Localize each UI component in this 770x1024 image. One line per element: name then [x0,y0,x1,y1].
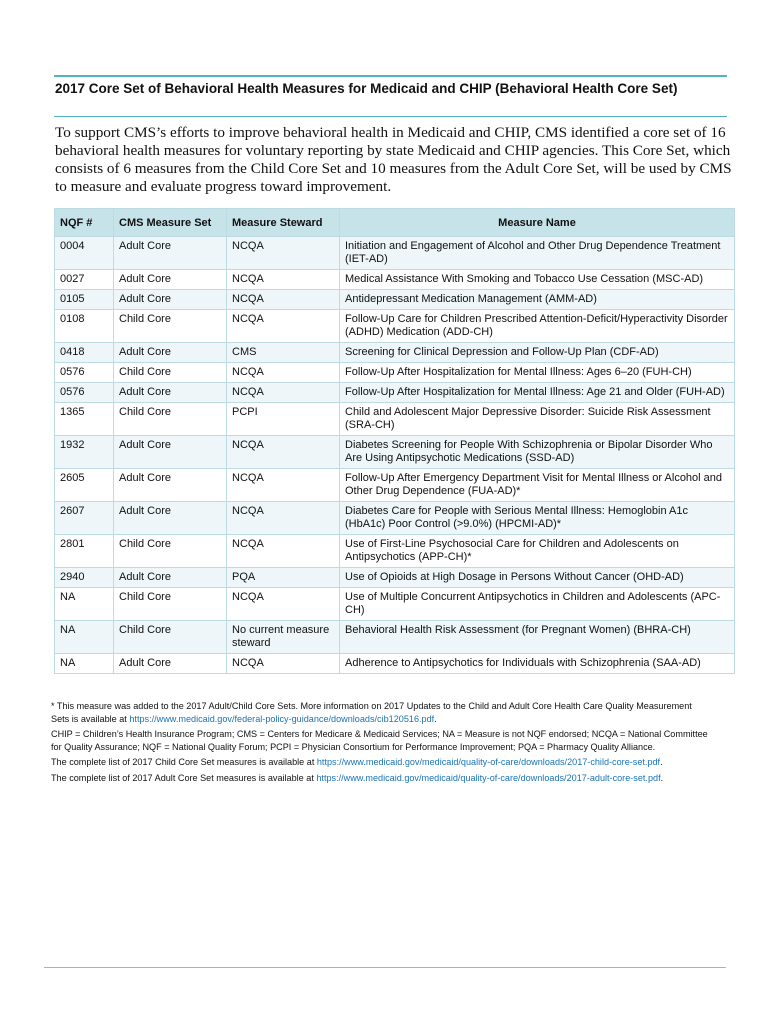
header-nqf: NQF # [55,209,114,237]
cell-measure-name: Follow-Up After Hospitalization for Mental Illness: Age 21 and Older (FUH-AD) [340,383,735,403]
cell-steward: NCQA [227,237,340,270]
cell-measure-name: Follow-Up After Hospitalization for Mental Illness: Ages 6–20 (FUH-CH) [340,363,735,383]
table-row [55,654,735,674]
footnote-adult-text: The complete list of 2017 Adult Core Set measures is available at [51,772,317,783]
bottom-divider [44,967,726,968]
cell-steward: CMS [227,343,340,363]
table-row [55,270,735,290]
cell-measure-name: Initiation and Engagement of Alcohol and Other Drug Dependence Treatment (IET-AD) [340,237,735,270]
cell-nqf: 2605 [55,469,114,502]
cell-nqf: NA [55,588,114,621]
cell-measure-name: Follow-Up Care for Children Prescribed Attention-Deficit/Hyperactivity Disorder (ADHD) Medication (ADD-CH) [340,310,735,343]
table-header-row [55,209,735,237]
cell-steward: NCQA [227,535,340,568]
cell-measure-name: Use of Opioids at High Dosage in Persons Without Cancer (OHD-AD) [340,568,735,588]
cell-measure-name: Screening for Clinical Depression and Follow-Up Plan (CDF-AD) [340,343,735,363]
cell-measure-name: Diabetes Screening for People With Schizophrenia or Bipolar Disorder Who Are Using Antipsychotic Medications (SSD-AD) [340,436,735,469]
table-row [55,363,735,383]
cell-measure-set: Adult Core [114,502,227,535]
table-row [55,290,735,310]
cell-nqf: 1365 [55,403,114,436]
table-row [55,469,735,502]
footnotes [51,700,711,787]
top-divider [54,75,727,77]
cell-measure-name: Antidepressant Medication Management (AMM-AD) [340,290,735,310]
cell-measure-set: Adult Core [114,654,227,674]
table-row [55,383,735,403]
cell-nqf: 0004 [55,237,114,270]
cell-measure-set: Adult Core [114,383,227,403]
cell-measure-set: Child Core [114,363,227,383]
table-row [55,502,735,535]
cell-measure-set: Child Core [114,535,227,568]
header-cms-measure-set: CMS Measure Set [114,209,227,237]
cell-steward: NCQA [227,502,340,535]
cell-measure-name: Use of First-Line Psychosocial Care for Children and Adolescents on Antipsychotics (APP-CH)* [340,535,735,568]
cell-measure-set: Child Core [114,310,227,343]
footnote-star-link[interactable]: https://www.medicaid.gov/federal-policy-guidance/downloads/cib120516.pdf [129,713,435,724]
cell-measure-set: Adult Core [114,568,227,588]
intro-paragraph: To support CMS’s efforts to improve behavioral health in Medicaid and CHIP, CMS identified a core set of 16 behavioral health measures for voluntary reporting by state Medicaid and CHIP agencies. This Core Set, which consists of 6 measures from the Child Core Set and 10 measures from the Adult Core Set, will be used by CMS to measure and evaluate progress toward improvement. [55,124,732,195]
cell-nqf: 2801 [55,535,114,568]
footnote-child-end: . [660,757,663,767]
cell-steward: No current measure steward [227,621,340,654]
cell-nqf: 0108 [55,310,114,343]
cell-measure-name: Medical Assistance With Smoking and Tobacco Use Cessation (MSC-AD) [340,270,735,290]
cell-measure-name: Use of Multiple Concurrent Antipsychotics in Children and Adolescents (APC-CH) [340,588,735,621]
cell-nqf: 2940 [55,568,114,588]
cell-steward: PCPI [227,403,340,436]
header-measure-steward: Measure Steward [227,209,340,237]
cell-nqf: 0576 [55,363,114,383]
cell-nqf: 0105 [55,290,114,310]
cell-measure-set: Child Core [114,588,227,621]
footnote-star-text: * This measure was added to the 2017 Adult/Child Core Sets. More information on 2017 Updates to the Child and Adult Core Health Care Quality Measurement Sets is available at [51,701,692,724]
footnote-child-link[interactable]: https://www.medicaid.gov/medicaid/quality-of-care/downloads/2017-child-core-set.pdf [316,757,661,767]
cell-measure-name: Behavioral Health Risk Assessment (for Pregnant Women) (BHRA-CH) [340,621,735,654]
cell-steward: NCQA [227,469,340,502]
table-row [55,403,735,436]
cell-steward: NCQA [227,654,340,674]
footnote-star-end: . [434,713,437,724]
cell-measure-set: Adult Core [114,469,227,502]
title-divider [54,116,727,117]
cell-measure-set: Child Core [114,621,227,654]
cell-steward: PQA [227,568,340,588]
footnote-adult-list [51,772,711,785]
table-row [55,535,735,568]
footnote-star [51,700,711,725]
cell-nqf: 1932 [55,436,114,469]
cell-steward: NCQA [227,588,340,621]
cell-measure-set: Child Core [114,403,227,436]
footnote-child-list [51,756,711,769]
cell-measure-set: Adult Core [114,290,227,310]
cell-measure-set: Adult Core [114,436,227,469]
cell-measure-name: Adherence to Antipsychotics for Individuals with Schizophrenia (SAA-AD) [340,654,735,674]
table-row [55,237,735,270]
cell-measure-name: Follow-Up After Emergency Department Visit for Mental Illness or Alcohol and Other Drug Dependence (FUA-AD)* [340,469,735,502]
cell-steward: NCQA [227,270,340,290]
table-body [55,237,735,674]
cell-steward: NCQA [227,363,340,383]
cell-steward: NCQA [227,383,340,403]
cell-nqf: 0027 [55,270,114,290]
cell-nqf: 0418 [55,343,114,363]
header-measure-name: Measure Name [340,209,735,237]
cell-nqf: 2607 [55,502,114,535]
table-row [55,588,735,621]
table-row [55,621,735,654]
page-title: 2017 Core Set of Behavioral Health Measures for Medicaid and CHIP (Behavioral Health Core Set) [55,81,678,96]
table-row [55,343,735,363]
cell-nqf: NA [55,621,114,654]
footnote-child-text: The complete list of 2017 Child Core Set measures is available at [51,757,317,767]
table-row [55,436,735,469]
footnote-adult-link[interactable]: https://www.medicaid.gov/medicaid/quality-of-care/downloads/2017-adult-core-set.pdf [316,772,661,783]
cell-measure-name: Diabetes Care for People with Serious Mental Illness: Hemoglobin A1c (HbA1c) Poor Control (>9.0%) (HPCMI-AD)* [340,502,735,535]
cell-steward: NCQA [227,436,340,469]
footnote-adult-end: . [660,772,664,783]
footnote-abbreviations: CHIP = Children’s Health Insurance Program; CMS = Centers for Medicare & Medicaid Services; NA = Measure is not NQF endorsed; NCQA = National Committee for Quality Assurance; NQF = National Quality Forum; PCPI = Physician Consortium for Performance Improvement; PQA = Pharmacy Quality Alliance. [51,729,708,752]
cell-nqf: 0576 [55,383,114,403]
table-row [55,310,735,343]
cell-measure-set: Adult Core [114,270,227,290]
measures-table [54,208,735,674]
table-row [55,568,735,588]
cell-steward: NCQA [227,310,340,343]
cell-measure-set: Adult Core [114,237,227,270]
cell-measure-set: Adult Core [114,343,227,363]
cell-measure-name: Child and Adolescent Major Depressive Disorder: Suicide Risk Assessment (SRA-CH) [340,403,735,436]
cell-nqf: NA [55,654,114,674]
cell-steward: NCQA [227,290,340,310]
